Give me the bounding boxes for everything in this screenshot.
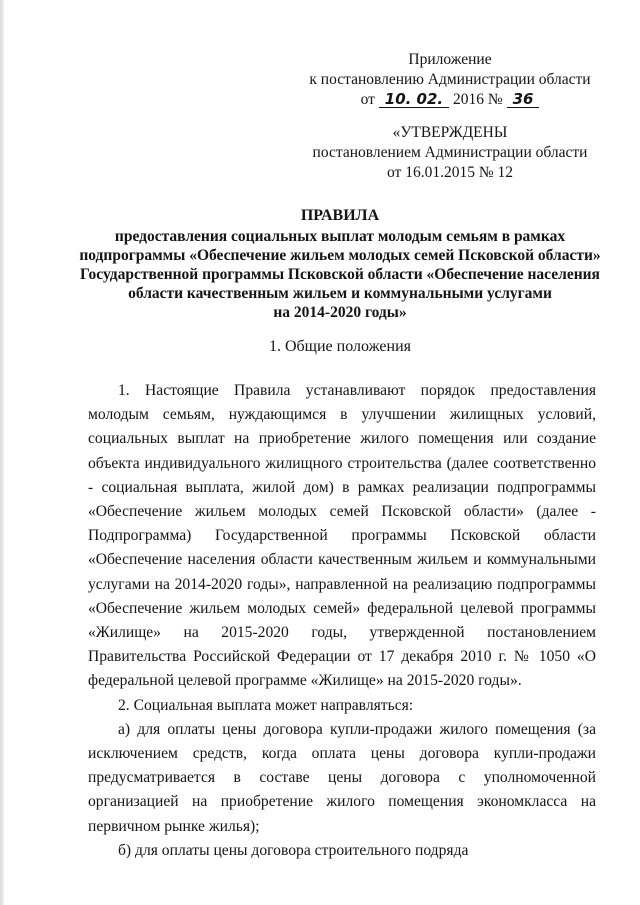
paragraph-2a: а) для оплаты цены договора купли-продажи жилого помещения (за исключением средств, когда оплата цены договора купли-продажи предусматривается в составе цены договора с уполномоченной организацией на приобретение жилого помещения экономкласса на первичном рынке жилья); — [88, 720, 596, 835]
paragraph-1: 1. Настоящие Правила устанавливают порядок предоставления молодым семьям, нуждающимся в улучшении жилищных условий, социальных выплат на приобретение жилого помещения или создание объекта индивидуального жилищного строительства (далее соответственно - социальная выплата, жилой дом) в рамках реализации подпрограммы «Обеспечение жильем молодых семей Псковской области» (далее - Подпрограмма) Государственной программы Псковской области «Обеспечение населения области качественным жильем и коммунальными услугами на 2014-2020 годы», направленной на реализацию подпрограммы «Обеспечение жильем молодых семей» федеральной целевой программы «Жилище» на 2015-2020 годы, утвержденной постановлением Правительства Российской Федерации от 17 декабря 2010 г. № 1050 «О федеральной целевой программе «Жилище» на 2015-2020 годы». — [88, 382, 596, 690]
appendix-reference: к постановлению Администрации области — [309, 71, 591, 88]
approved-date: от 16.01.2015 № 12 — [387, 164, 513, 181]
scan-edge — [0, 0, 4, 905]
appendix-date-line — [300, 90, 600, 110]
appendix-block — [300, 50, 600, 110]
title-line: на 2014-2020 годы» — [273, 304, 407, 321]
date-prefix: от — [360, 91, 375, 108]
document-body — [88, 379, 596, 863]
title-line: предоставления социальных выплат молодым семьям в рамках — [114, 228, 566, 245]
approved-block — [300, 123, 600, 183]
title-line: подпрограммы «Обеспечение жильем молодых семей Псковской области» — [79, 247, 601, 264]
approved-by: постановлением Администрации области — [312, 144, 588, 161]
section-heading: 1. Общие положения — [268, 338, 412, 355]
title-line: области качественным жильем и коммунальными услугами — [128, 285, 552, 302]
title-line: Государственной программы Псковской области «Обеспечение населения — [80, 266, 600, 283]
document-title — [60, 206, 620, 322]
handwritten-date: 10. 02. — [379, 91, 449, 108]
date-year-number: 2016 № — [453, 91, 503, 108]
approved-title: «УТВЕРЖДЕНЫ — [392, 124, 508, 141]
handwritten-number: 36 — [507, 91, 540, 108]
appendix-title: Приложение — [408, 51, 492, 68]
paragraph-2: 2. Социальная выплата может направляться: — [118, 696, 414, 714]
paragraph-2b: б) для оплаты цены договора строительного подряда — [118, 841, 469, 859]
title-main: ПРАВИЛА — [300, 207, 380, 224]
